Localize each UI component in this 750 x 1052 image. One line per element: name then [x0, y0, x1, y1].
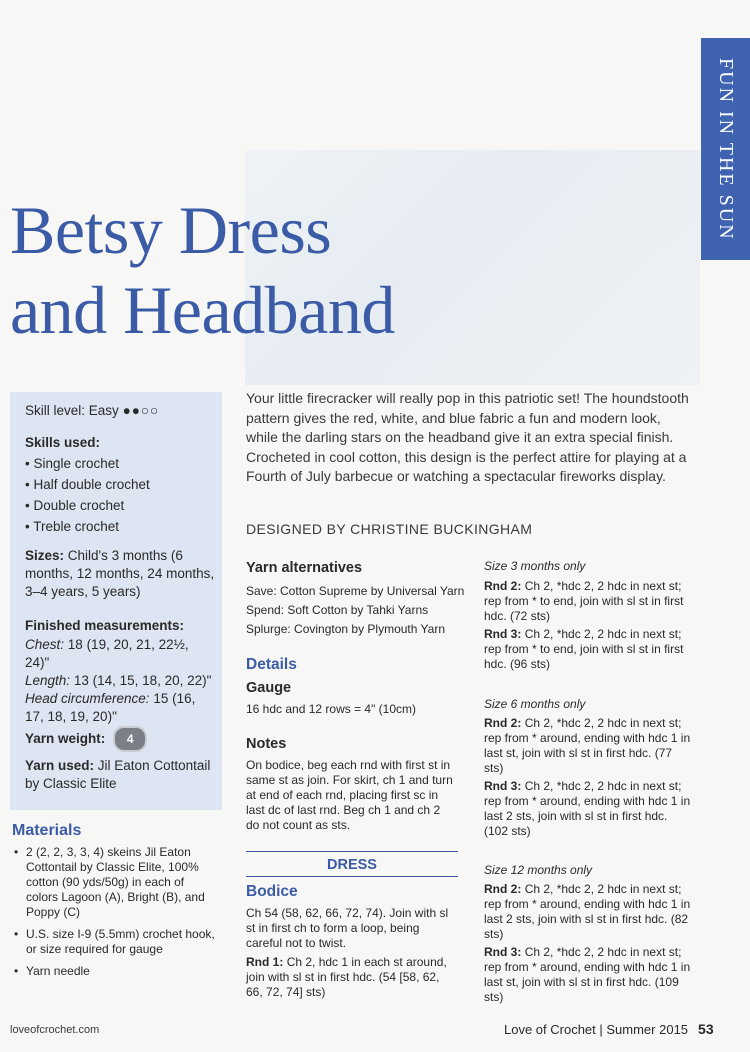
head-label: Head circumference: [25, 691, 150, 706]
page-number: 53 [698, 1021, 714, 1037]
measurements-heading: Finished measurements: [25, 618, 185, 633]
round-text: Ch 2, *hdc 2, 2 hdc in next st; rep from * around, ending with hdc 1 in last 2 sts, join with sl st in first hdc. (82 sts) [484, 882, 691, 941]
size-3-rnd-2 [484, 579, 694, 624]
skill-item: • Single crochet [25, 453, 150, 474]
round-text: Ch 2, *hdc 2, 2 hdc in next st; rep from * to end, join with sl st in first hdc. (72 sts) [484, 579, 684, 623]
skill-level-label: Skill level: [25, 403, 86, 418]
skill-level [25, 402, 159, 420]
yarn-alternatives-heading: Yarn alternatives [246, 560, 363, 576]
size-12-rnd-2 [484, 882, 694, 942]
yarn-alt-save: Save: Cotton Supreme by Universal Yarn [246, 584, 465, 598]
round-label: Rnd 2: [484, 716, 522, 730]
material-item: • Yarn needle [14, 964, 219, 979]
yarn-used-label: Yarn used: [25, 758, 95, 773]
yarn-alt-splurge: Splurge: Covington by Plymouth Yarn [246, 622, 446, 636]
length-value: 13 (14, 15, 18, 20, 22)" [73, 673, 212, 688]
notes-heading: Notes [246, 736, 287, 752]
dress-heading: DRESS [327, 857, 377, 873]
round-label: Rnd 3: [484, 627, 522, 641]
size-6-rnd-3 [484, 779, 694, 839]
section-tab [701, 38, 750, 260]
skills-used-heading: Skills used: [25, 435, 101, 450]
magazine-issue: Love of Crochet | Summer 2015 [504, 1022, 689, 1037]
round-label: Rnd 1: [246, 955, 284, 969]
size-label: Size 6 months only [484, 697, 586, 711]
round-text: Ch 2, *hdc 2, 2 hdc in next st; rep from * around, ending with hdc 1 in last 2 sts, join with sl st in first hdc. (102 sts) [484, 779, 691, 838]
footer-website: loveofcrochet.com [10, 1024, 100, 1036]
round-text: Ch 2, *hdc 2, 2 hdc in next st; rep from * around, ending with hdc 1 in last st, join with sl st in first hdc. (109 sts) [484, 945, 691, 1004]
gauge-text: 16 hdc and 12 rows = 4" (10cm) [246, 702, 417, 716]
round-1 [246, 955, 456, 1000]
yarn-alt-spend: Spend: Soft Cotton by Tahki Yarns [246, 603, 429, 617]
bodice-text: Ch 54 (58, 62, 66, 72, 74). Join with sl st in first ch to form a loop, being careful not to twist. [246, 906, 449, 950]
head-value: 15 (16, 17, 18, 19, 20)" [25, 691, 196, 724]
materials-list [14, 845, 219, 986]
round-label: Rnd 3: [484, 779, 522, 793]
yarn-weight-icon: 4 [113, 726, 147, 752]
size-label: Size 12 months only [484, 863, 593, 877]
measurements [25, 636, 215, 726]
skill-level-value: Easy [88, 403, 119, 418]
length-label: Length: [25, 673, 71, 688]
yarn-used-value: Jil Eaton Cottontail by Classic Elite [25, 758, 211, 791]
yarn-weight [25, 726, 147, 752]
intro-paragraph: Your little firecracker will really pop in this patriotic set! The houndstooth pattern gives the red, white, and blue fabric a fun and modern look, while the darling stars on the headband give it an extra special finish. Crocheted in cool cotton, this design is the perfect attire for playing at a Fourth of July barbecue or watching a spectacular fireworks display. [246, 390, 689, 484]
material-item: • U.S. size I-9 (5.5mm) crochet hook, or size required for gauge [14, 927, 219, 957]
details-heading: Details [246, 656, 297, 673]
skill-dots-icon: ●●○○ [122, 403, 160, 418]
size-12-months-heading [484, 863, 694, 878]
round-label: Rnd 2: [484, 579, 522, 593]
yarn-weight-label: Yarn weight: [25, 731, 106, 746]
size-12-rnd-3 [484, 945, 694, 1005]
skills-list [25, 453, 150, 537]
sizes-value: Child's 3 months (6 months, 12 months, 24 months, 3–4 years, 5 years) [25, 548, 215, 599]
gauge-heading: Gauge [246, 680, 292, 696]
skill-item: • Double crochet [25, 495, 150, 516]
round-text: Ch 2, hdc 1 in each st around, join with sl st in first hdc. (54 [58, 62, 66, 72, 74] sts) [246, 955, 447, 999]
dress-rule-bottom [246, 876, 458, 877]
notes-text: On bodice, beg each rnd with first st in same st as join. For skirt, ch 1 and turn at end of each rnd, placing first sc in last dc of last rnd. Beg ch 1 and ch 2 do not count as sts. [246, 758, 453, 832]
bodice-heading: Bodice [246, 883, 298, 900]
round-label: Rnd 3: [484, 945, 522, 959]
yarn-alternatives-list [246, 582, 464, 639]
title-line-2: and Headband [10, 272, 395, 348]
size-6-months-heading [484, 697, 694, 712]
skill-item: • Treble crochet [25, 516, 150, 537]
section-tab-text: FUN IN THE SUN [715, 57, 737, 241]
skill-item: • Half double crochet [25, 474, 150, 495]
chest-label: Chest: [25, 637, 65, 652]
round-label: Rnd 2: [484, 882, 522, 896]
yarn-used [25, 757, 215, 793]
round-text: Ch 2, *hdc 2, 2 hdc in next st; rep from * around, ending with hdc 1 in last st, join with sl st in first hdc. (77 sts) [484, 716, 691, 775]
size-3-months-heading [484, 559, 694, 574]
material-item: • 2 (2, 2, 3, 3, 4) skeins Jil Eaton Cottontail by Classic Elite, 100% cotton (90 yds/50g) in each of colors Lagoon (A), Bright (B), and Poppy (C) [14, 845, 219, 920]
designer-credit: DESIGNED BY CHRISTINE BUCKINGHAM [246, 521, 533, 537]
sizes-label: Sizes: [25, 548, 65, 563]
size-3-rnd-3 [484, 627, 694, 672]
materials-heading: Materials [12, 822, 82, 839]
size-6-rnd-2 [484, 716, 694, 776]
chest-value: 18 (19, 20, 21, 22½, 24)" [25, 637, 189, 670]
title-line-1: Betsy Dress [10, 192, 332, 268]
article-title [10, 190, 395, 350]
dress-rule-top [246, 851, 458, 852]
size-label: Size 3 months only [484, 559, 586, 573]
footer-magazine [504, 1021, 714, 1037]
sizes [25, 547, 215, 601]
round-text: Ch 2, *hdc 2, 2 hdc in next st; rep from * to end, join with sl st in first hdc. (96 sts) [484, 627, 684, 671]
